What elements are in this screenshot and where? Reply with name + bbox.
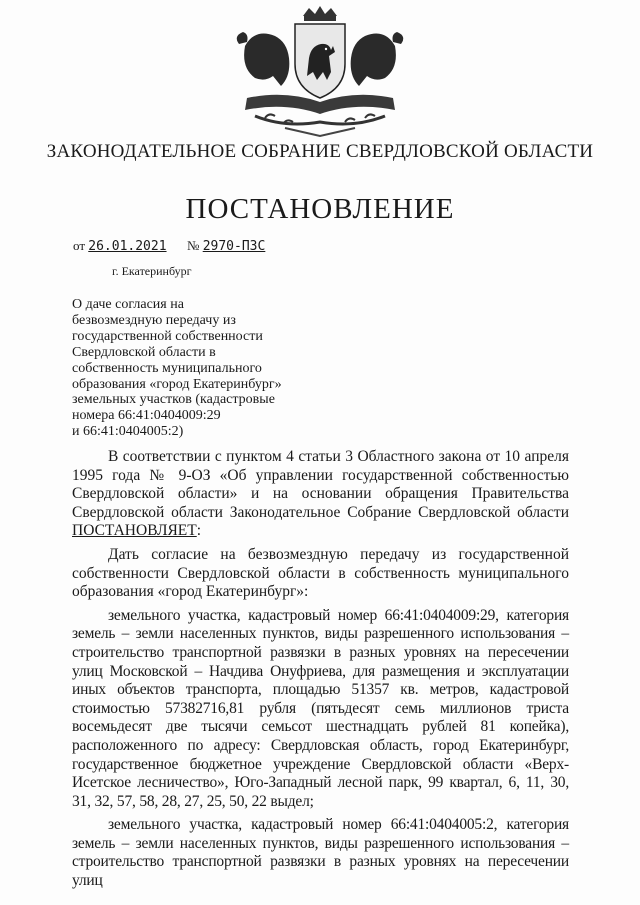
decision-word: ПОСТАНОВЛЯЕТ <box>72 522 197 540</box>
preamble-paragraph <box>72 448 569 541</box>
subject-line: и 66:41:0404005:2) <box>72 424 184 440</box>
date-number-line <box>73 238 265 254</box>
subject-line: Свердловской области в <box>72 344 216 360</box>
document-number: 2970-ПЗС <box>202 239 266 254</box>
document-date: 26.01.2021 <box>88 239 167 254</box>
subject-line: государственной собственности <box>72 328 263 344</box>
coat-of-arms-icon <box>225 6 415 138</box>
subject-line: О даче согласия на <box>72 297 184 312</box>
document-type-title: ПОСТАНОВЛЕНИЕ <box>185 193 455 225</box>
subject-line: номера 66:41:0404009:29 <box>72 408 221 424</box>
decision-end: : <box>196 522 202 540</box>
land-plot-item-1: земельного участка, кадастровый номер 66:41:0404009:29, категория земель – земли населенных пунктов, виды разрешенного использования – строительство транспортной развязки в разных уровнях на пересечении улиц Московской – Начдива Онуфриева, для размещения и эксплуатации иных объектов транспорта, площадью 51357 кв. метров, кадастровой стоимостью 57382716,81 рубля (пятьдесят семь миллионов триста восемьдесят две тысячи семьсот шестнадцать рублей 81 копейка), расположенного по адресу: Свердловская область, город Екатеринбург, государственное бюджетное учреждение Свердловской области «Верх-Исетское лесничество», Юго-Западный лесной парк, 99 квартал, 6, 11, 30, 31, 32, 57, 58, 28, 27, 25, 50, 22 выдел; <box>72 606 569 810</box>
body-text <box>72 448 569 896</box>
consent-paragraph: Дать согласие на безвозмездную передачу из государственной собственности Свердловской области в собственность муниципального образования «город Екатеринбург»: <box>72 545 569 601</box>
preamble-text: В соответствии с пунктом 4 статьи 3 Областного закона от 10 апреля 1995 года № 9-ОЗ «Об управлении государственной собственностью Свердловской области» и на основании обращения Правительства Свердловской области Законодательное Собрание Свердловской области <box>72 448 569 521</box>
city-line: г. Екатеринбург <box>112 264 192 278</box>
subject-line: собственность муниципального <box>72 360 262 376</box>
subject-line: безвозмездную передачу из <box>72 312 236 328</box>
subject-line: земельных участков (кадастровые <box>72 392 275 408</box>
date-prefix: от <box>73 238 86 253</box>
organization-name: ЗАКОНОДАТЕЛЬНОЕ СОБРАНИЕ СВЕРДЛОВСКОЙ ОБЛАСТИ <box>46 141 594 162</box>
subject-line: образования «город Екатеринбург» <box>72 376 282 392</box>
subject-block <box>72 297 362 440</box>
land-plot-item-2: земельного участка, кадастровый номер 66:41:0404005:2, категория земель – земли населенных пунктов, виды разрешенного использования – строительство транспортной развязки в разных уровнях на пересечении улиц <box>72 816 569 890</box>
number-prefix: № <box>187 238 200 253</box>
